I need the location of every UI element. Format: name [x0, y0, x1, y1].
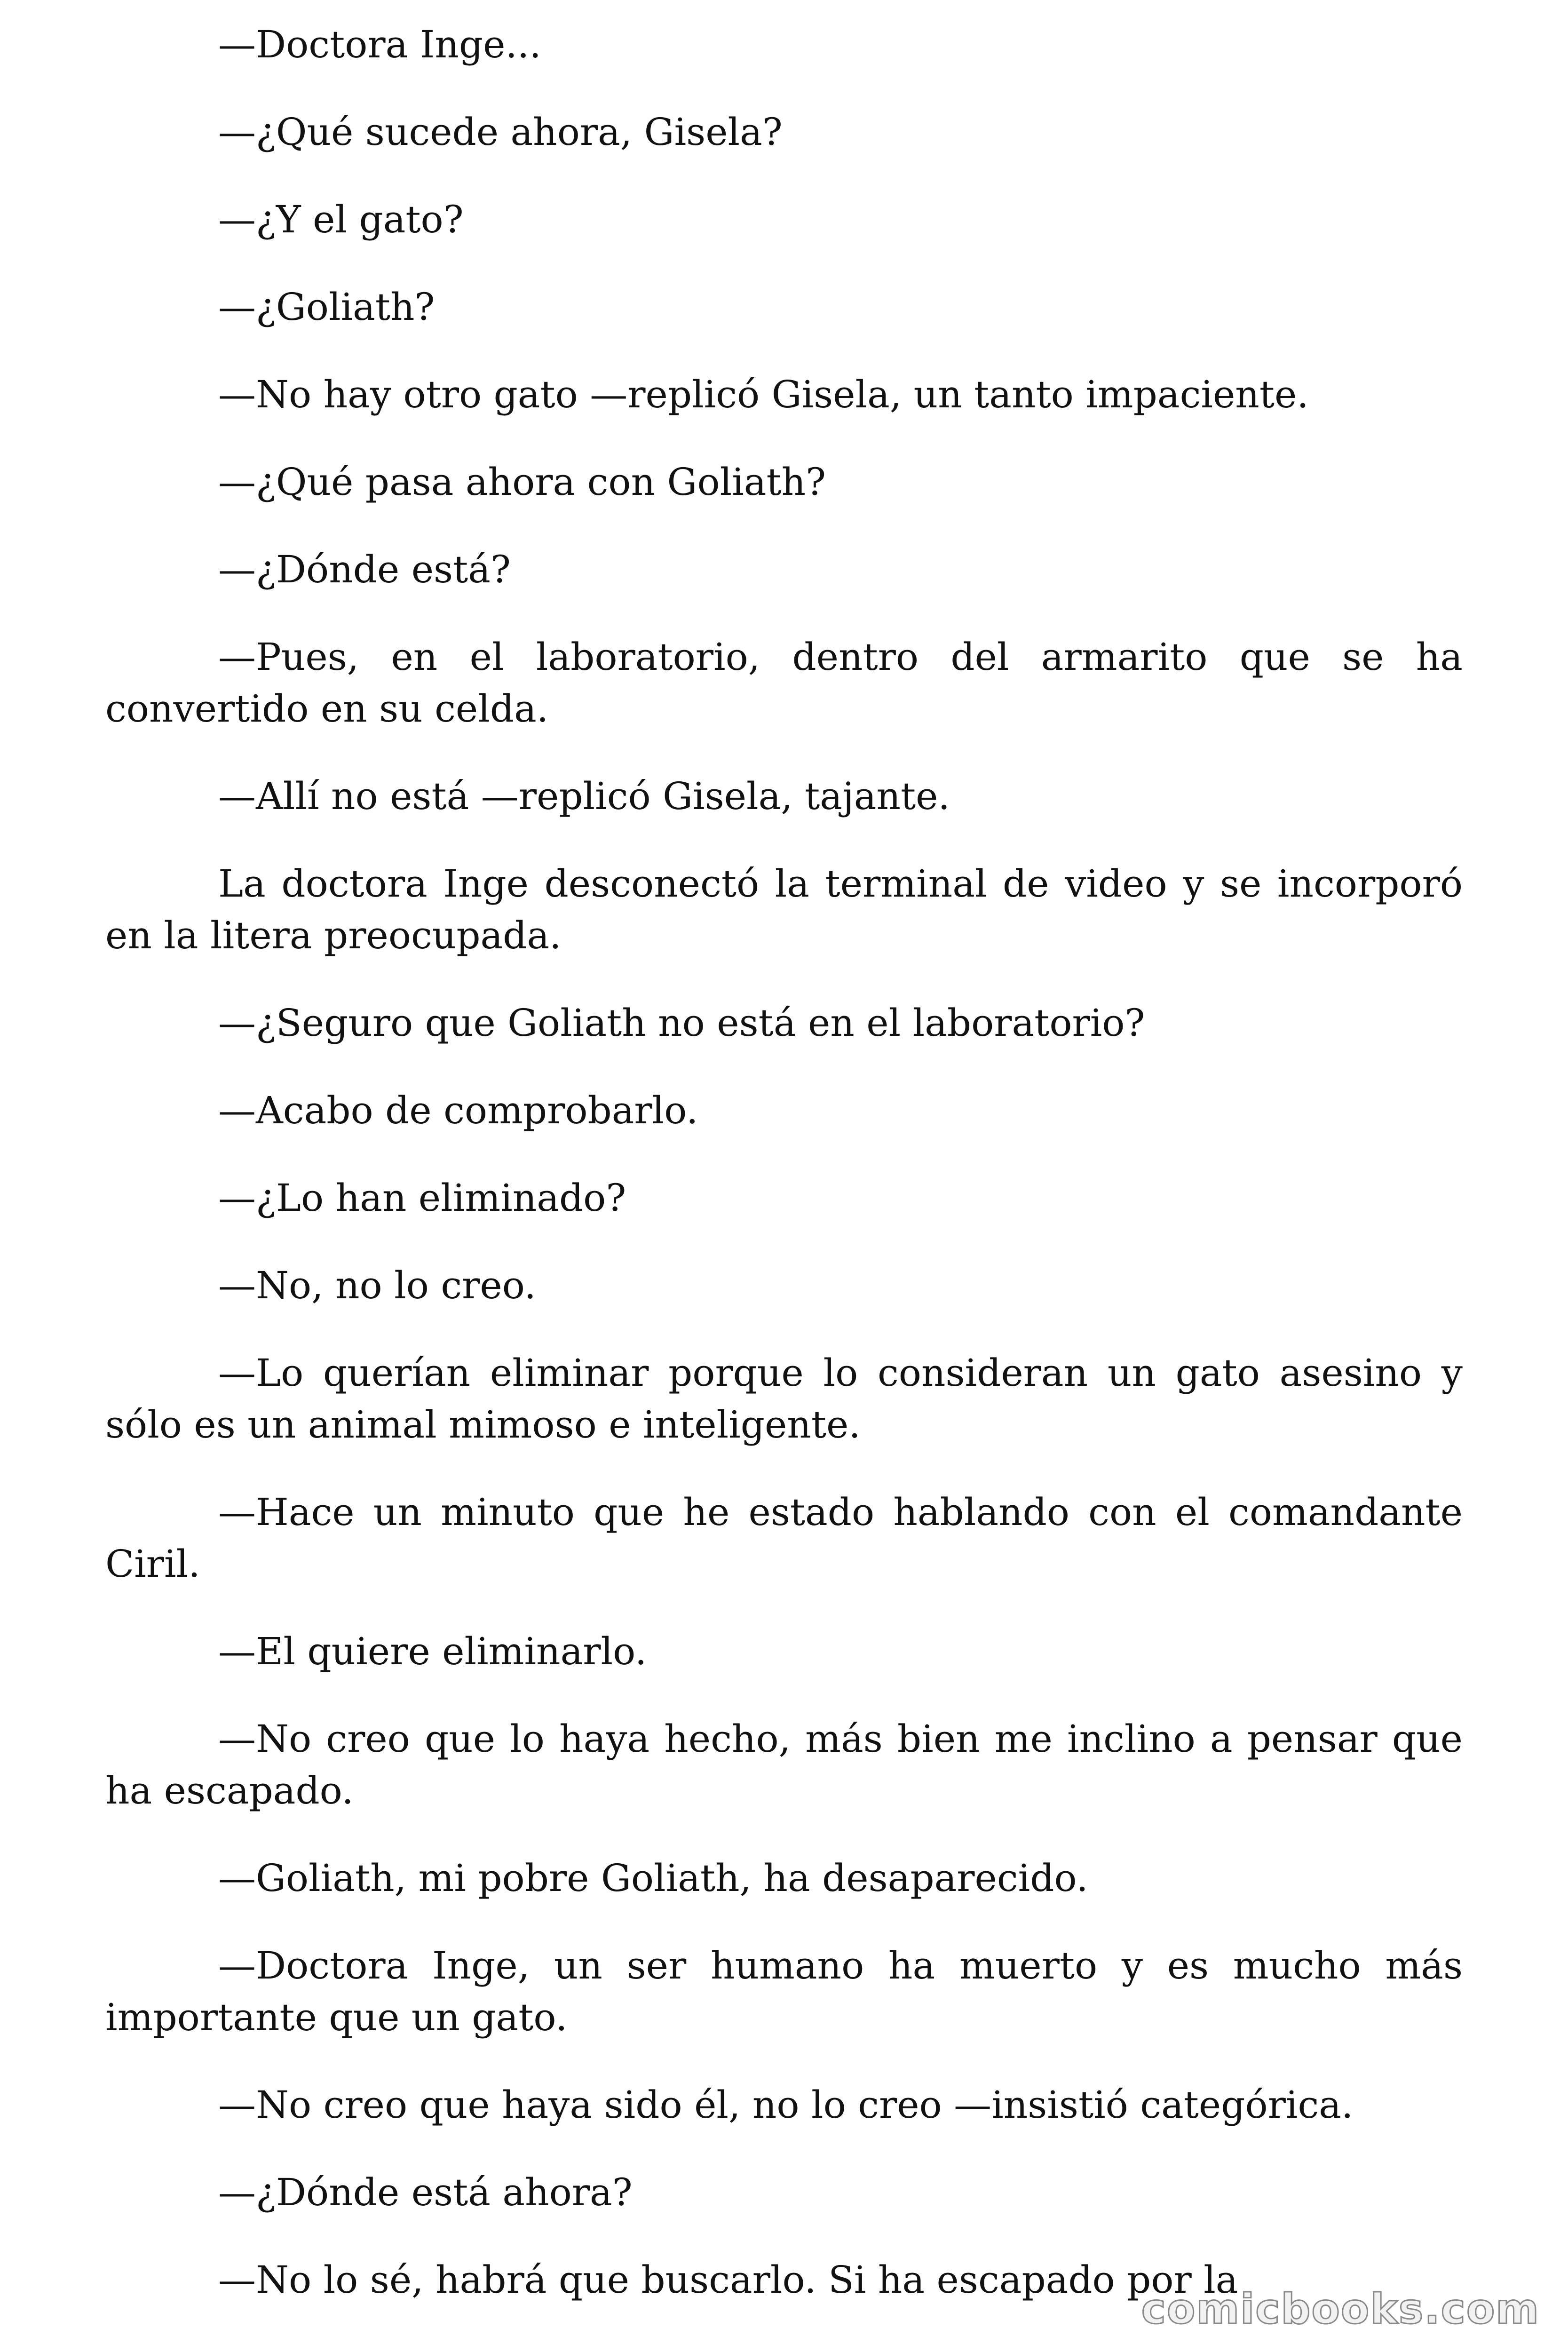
paragraph: —No hay otro gato —replicó Gisela, un tanto impaciente.: [218, 373, 1309, 416]
paragraph: —Acabo de comprobarlo.: [218, 1089, 698, 1132]
paragraph: —No, no lo creo.: [218, 1263, 536, 1307]
paragraph: —Hace un minuto que he estado hablando con el comandante Ciril.: [105, 1490, 1463, 1586]
paragraph: —¿Y el gato?: [218, 198, 464, 241]
paragraph: —No creo que lo haya hecho, más bien me inclino a pensar que ha escapado.: [105, 1717, 1463, 1812]
paragraph: —¿Seguro que Goliath no está en el laboratorio?: [218, 1001, 1145, 1045]
paragraph: —¿Dónde está?: [218, 548, 511, 591]
paragraph: —El quiere eliminarlo.: [218, 1629, 647, 1673]
paragraph: —¿Qué sucede ahora, Gisela?: [218, 110, 783, 154]
text-column: [105, 19, 1463, 2342]
paragraph: —No creo que haya sido él, no lo creo —insistió categórica.: [218, 2083, 1354, 2127]
paragraph: —Allí no está —replicó Gisela, tajante.: [218, 774, 950, 818]
paragraph: —Lo querían eliminar porque lo consideran un gato asesino y sólo es un animal mimoso e inteligente.: [105, 1351, 1463, 1446]
paragraph: —Doctora Inge, un ser humano ha muerto y es mucho más importante que un gato.: [105, 1944, 1463, 2039]
paragraph: —¿Lo han eliminado?: [218, 1176, 626, 1220]
watermark-logo: comicbooks.com: [1141, 2285, 1540, 2333]
paragraph: —No lo sé, habrá que buscarlo. Si ha escapado por la: [218, 2258, 1238, 2302]
paragraph: —Goliath, mi pobre Goliath, ha desaparecido.: [218, 1856, 1088, 1900]
paragraph: —¿Qué pasa ahora con Goliath?: [218, 460, 826, 504]
paragraph: —¿Dónde está ahora?: [218, 2170, 633, 2214]
paragraph: —Pues, en el laboratorio, dentro del armarito que se ha convertido en su celda.: [105, 635, 1463, 731]
paragraph: La doctora Inge desconectó la terminal de video y se incorporó en la litera preocupada.: [105, 862, 1463, 957]
paragraph: —¿Goliath?: [218, 285, 435, 329]
paragraph: —Doctora Inge...: [218, 23, 541, 66]
